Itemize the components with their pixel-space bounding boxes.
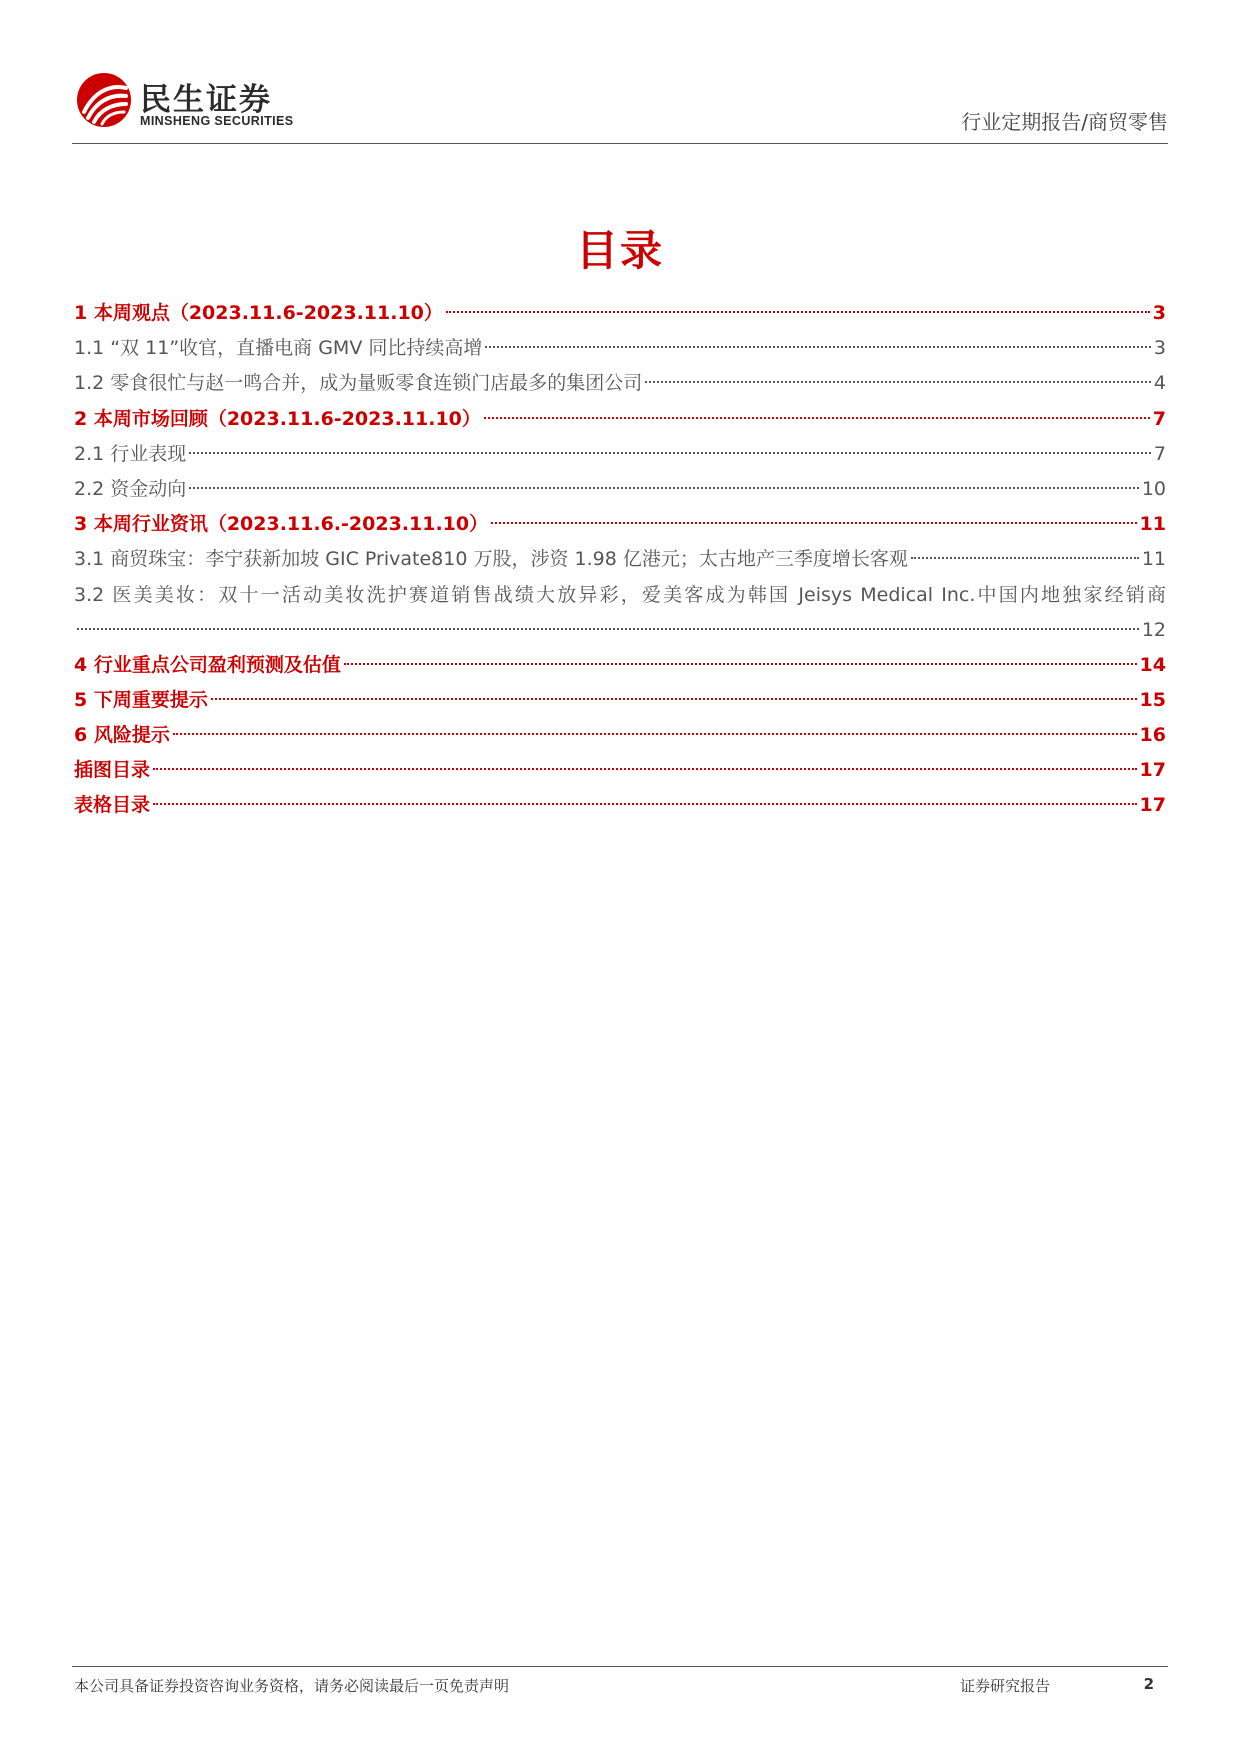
- toc-entry-page: 11: [1141, 548, 1166, 571]
- toc-entry-page: 7: [1152, 407, 1166, 430]
- toc-entry-page: 15: [1139, 688, 1166, 711]
- header-divider: [72, 143, 1168, 144]
- page-number: 2: [1143, 1675, 1154, 1693]
- toc-leader-dots: [446, 311, 1150, 313]
- toc-entry-page: 16: [1139, 723, 1166, 746]
- toc-title: 目录: [575, 226, 664, 275]
- logo-chinese-name: 民生证券: [140, 82, 272, 118]
- toc-leader-dots: [484, 417, 1150, 419]
- table-of-contents: [74, 296, 1166, 823]
- toc-entry-page: 17: [1139, 759, 1166, 782]
- toc-entry[interactable]: [74, 683, 1166, 718]
- toc-entry-title: 1.2 零食很忙与赵一鸣合并，成为量贩零食连锁门店最多的集团公司: [74, 372, 643, 395]
- toc-entry-page: 7: [1153, 442, 1166, 465]
- company-logo: [76, 72, 376, 136]
- toc-entry-title: 插图目录: [74, 759, 151, 782]
- toc-entry[interactable]: [74, 507, 1166, 542]
- minsheng-logo-icon: [76, 72, 132, 128]
- toc-leader-dots: [77, 628, 1139, 630]
- toc-entry[interactable]: [74, 366, 1166, 401]
- toc-entry-title: 3.2 医美美妆：双十一活动美妆洗护赛道销售战绩大放异彩，爱美客成为韩国 Jeisys Medical Inc.中国内地独家经销商: [74, 583, 1166, 606]
- toc-entry-title: 1 本周观点（2023.11.6-2023.11.10）: [74, 302, 443, 324]
- footer-divider: [72, 1666, 1168, 1667]
- logo-english-name: MINSHENG SECURITIES: [140, 114, 294, 128]
- toc-entry-title: 6 风险提示: [74, 723, 170, 746]
- toc-entry[interactable]: [74, 296, 1166, 331]
- toc-leader-dots: [173, 733, 1137, 735]
- toc-leader-dots: [153, 768, 1137, 770]
- report-type-label: 行业定期报告/商贸零售: [961, 110, 1168, 134]
- toc-entry-page: 17: [1139, 794, 1166, 817]
- toc-entry-page: 14: [1139, 653, 1166, 676]
- toc-entry-page: 12: [1141, 618, 1166, 641]
- toc-entry[interactable]: [74, 472, 1166, 507]
- toc-entry[interactable]: [74, 331, 1166, 366]
- toc-entry[interactable]: [74, 437, 1166, 472]
- toc-entry-page: 4: [1153, 372, 1166, 395]
- toc-entry[interactable]: [74, 753, 1166, 788]
- toc-entry[interactable]: [74, 402, 1166, 437]
- toc-leader-dots: [485, 346, 1151, 348]
- footer-disclaimer: 本公司具备证券投资咨询业务资格，请务必阅读最后一页免责声明: [74, 1677, 510, 1695]
- toc-leader-dots: [153, 803, 1137, 805]
- toc-entry[interactable]: [74, 578, 1166, 648]
- toc-entry-page: 3: [1152, 302, 1166, 324]
- toc-entry-title: 1.1 “双 11”收官，直播电商 GMV 同比持续高增: [74, 337, 483, 360]
- toc-entry[interactable]: [74, 788, 1166, 823]
- toc-leader-dots: [645, 381, 1151, 383]
- toc-entry[interactable]: [74, 718, 1166, 753]
- page-header: [72, 68, 1168, 144]
- toc-leader-dots: [344, 663, 1137, 665]
- toc-entry-title: 表格目录: [74, 794, 151, 817]
- toc-leader-dots: [189, 487, 1139, 489]
- toc-entry-title: 4 行业重点公司盈利预测及估值: [74, 653, 341, 676]
- toc-entry-title: 2.1 行业表现: [74, 442, 187, 465]
- toc-leader-dots: [189, 452, 1151, 454]
- toc-leader-dots: [211, 698, 1137, 700]
- toc-entry-page: 11: [1139, 513, 1166, 536]
- toc-entry[interactable]: [74, 542, 1166, 577]
- toc-leader-dots: [911, 557, 1139, 559]
- toc-entry[interactable]: [74, 648, 1166, 683]
- toc-entry-title: 3.1 商贸珠宝：李宁获新加坡 GIC Private810 万股，涉资 1.98 亿港元；太古地产三季度增长客观: [74, 548, 908, 571]
- toc-entry-title: 2 本周市场回顾（2023.11.6-2023.11.10）: [74, 407, 481, 430]
- toc-entry-title: 5 下周重要提示: [74, 688, 208, 711]
- toc-leader-dots: [491, 522, 1136, 524]
- toc-entry-page: 3: [1153, 337, 1166, 360]
- footer-doc-type: 证券研究报告: [960, 1677, 1051, 1695]
- toc-entry-page: 10: [1141, 477, 1166, 500]
- toc-entry-title: 3 本周行业资讯（2023.11.6.-2023.11.10）: [74, 513, 489, 536]
- toc-entry-title: 2.2 资金动向: [74, 477, 187, 500]
